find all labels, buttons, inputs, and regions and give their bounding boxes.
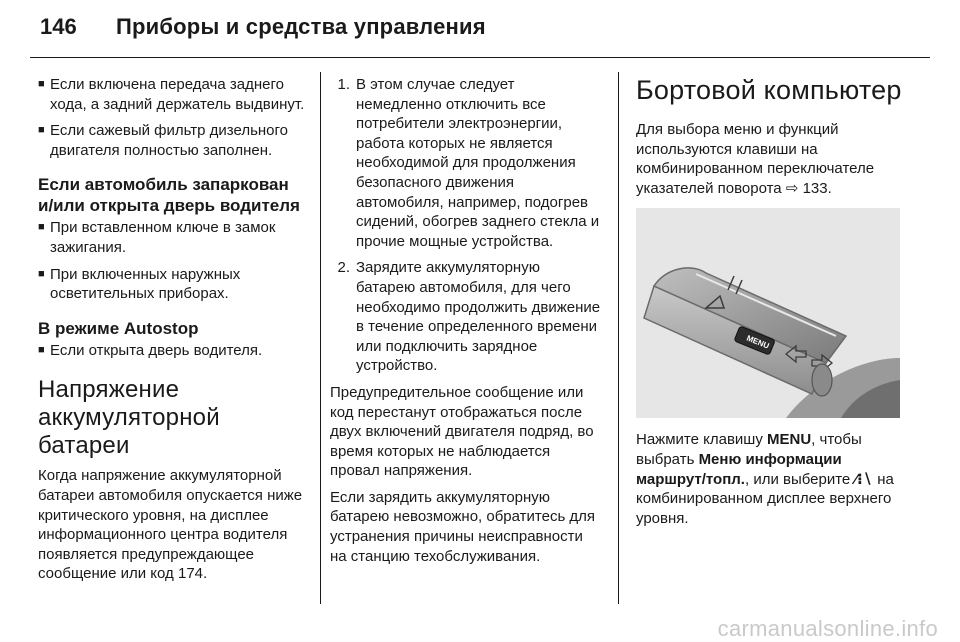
list-item: ■ Если включена передача заднего хода, а задний держатель выдвинут. <box>38 76 305 113</box>
list-item: ■ При вставленном ключе в замок зажигания. <box>38 219 276 256</box>
warning-paragraph: Предупредительное сообщение или код перестанут отображаться после двух включений двигателя подряд, во время которых не наблюдается провал напряжения. <box>330 383 594 480</box>
header-rule <box>30 57 930 58</box>
bullet-icon: ■ <box>38 78 45 90</box>
bullet-icon: ■ <box>38 221 45 234</box>
column-1 <box>38 75 308 591</box>
menu-key-label: MENU <box>745 333 771 352</box>
page-number: 146 <box>40 14 77 39</box>
page-ref-number: 133. <box>802 179 832 197</box>
menu-name: Меню информации маршрут/топл. <box>636 450 842 488</box>
subheading-parked: Если автомобиль запаркован и/или открыта дверь водителя <box>38 175 300 216</box>
watermark: carmanualsonline.info <box>717 616 938 641</box>
intro-paragraph: Для выбора меню и функций используются клавиши на комбинированном переключателе указателей поворота ⇨ 133. <box>636 121 875 197</box>
column-3 <box>636 75 902 535</box>
running-title: Приборы и средства управления <box>116 14 486 39</box>
service-paragraph: Если зарядить аккумуляторную батарею невозможно, обратитесь для устранения причины неисправности на станцию техобслуживания. <box>330 488 596 565</box>
bullet-icon: ■ <box>38 267 45 280</box>
column-divider-2 <box>618 72 619 604</box>
section-heading-trip-computer: Бортовой компьютер <box>636 75 902 105</box>
page-ref-icon: ⇨ <box>785 179 799 197</box>
list-item: ■ При включенных наружных осветительных приборах. <box>38 265 241 303</box>
list-item: ■ Если сажевый фильтр дизельного двигателя полностью заполнен. <box>38 122 289 159</box>
column-divider-1 <box>320 72 321 604</box>
page-header <box>40 14 486 50</box>
stalk-illustration <box>636 208 900 418</box>
bullet-icon: ■ <box>38 124 45 137</box>
step-item: 1. В этом случае следует немедленно отключить все потребители электроэнергии, работа которых не является необходимой для продолжения безопасного движения автомобиля, например, подогрев сидений, обогрев заднего стекла и прочие мощные устройства. <box>337 76 600 250</box>
menu-paragraph: Нажмите клавишу MENU, чтобы выбрать Меню информации маршрут/топл., или выберите ⁄⁝∖ на комбинированном дисплее верхнего уровня. <box>636 431 894 527</box>
trip-symbol-icon: ⁄⁝∖ <box>854 470 874 488</box>
bullet-icon: ■ <box>38 343 45 356</box>
list-item: ■ Если открыта дверь водителя. <box>38 341 263 359</box>
menu-key-name: MENU <box>767 431 812 449</box>
stalk-drawing <box>636 208 900 418</box>
section-heading-battery: Напряжение аккумуляторной батареи <box>38 376 220 460</box>
column-2 <box>330 75 602 573</box>
step-item: 2. Зарядите аккумуляторную батарею автомобиля, для чего необходимо продолжить движение в течение определенного времени или подключить зарядное устройство. <box>337 259 601 375</box>
subheading-autostop: В режиме Autostop <box>38 318 199 338</box>
battery-paragraph: Когда напряжение аккумуляторной батареи автомобиля опускается ниже критического уровня, на дисплее информационного центра водителя появляется предупреждающее сообщение или код 174. <box>38 467 303 583</box>
